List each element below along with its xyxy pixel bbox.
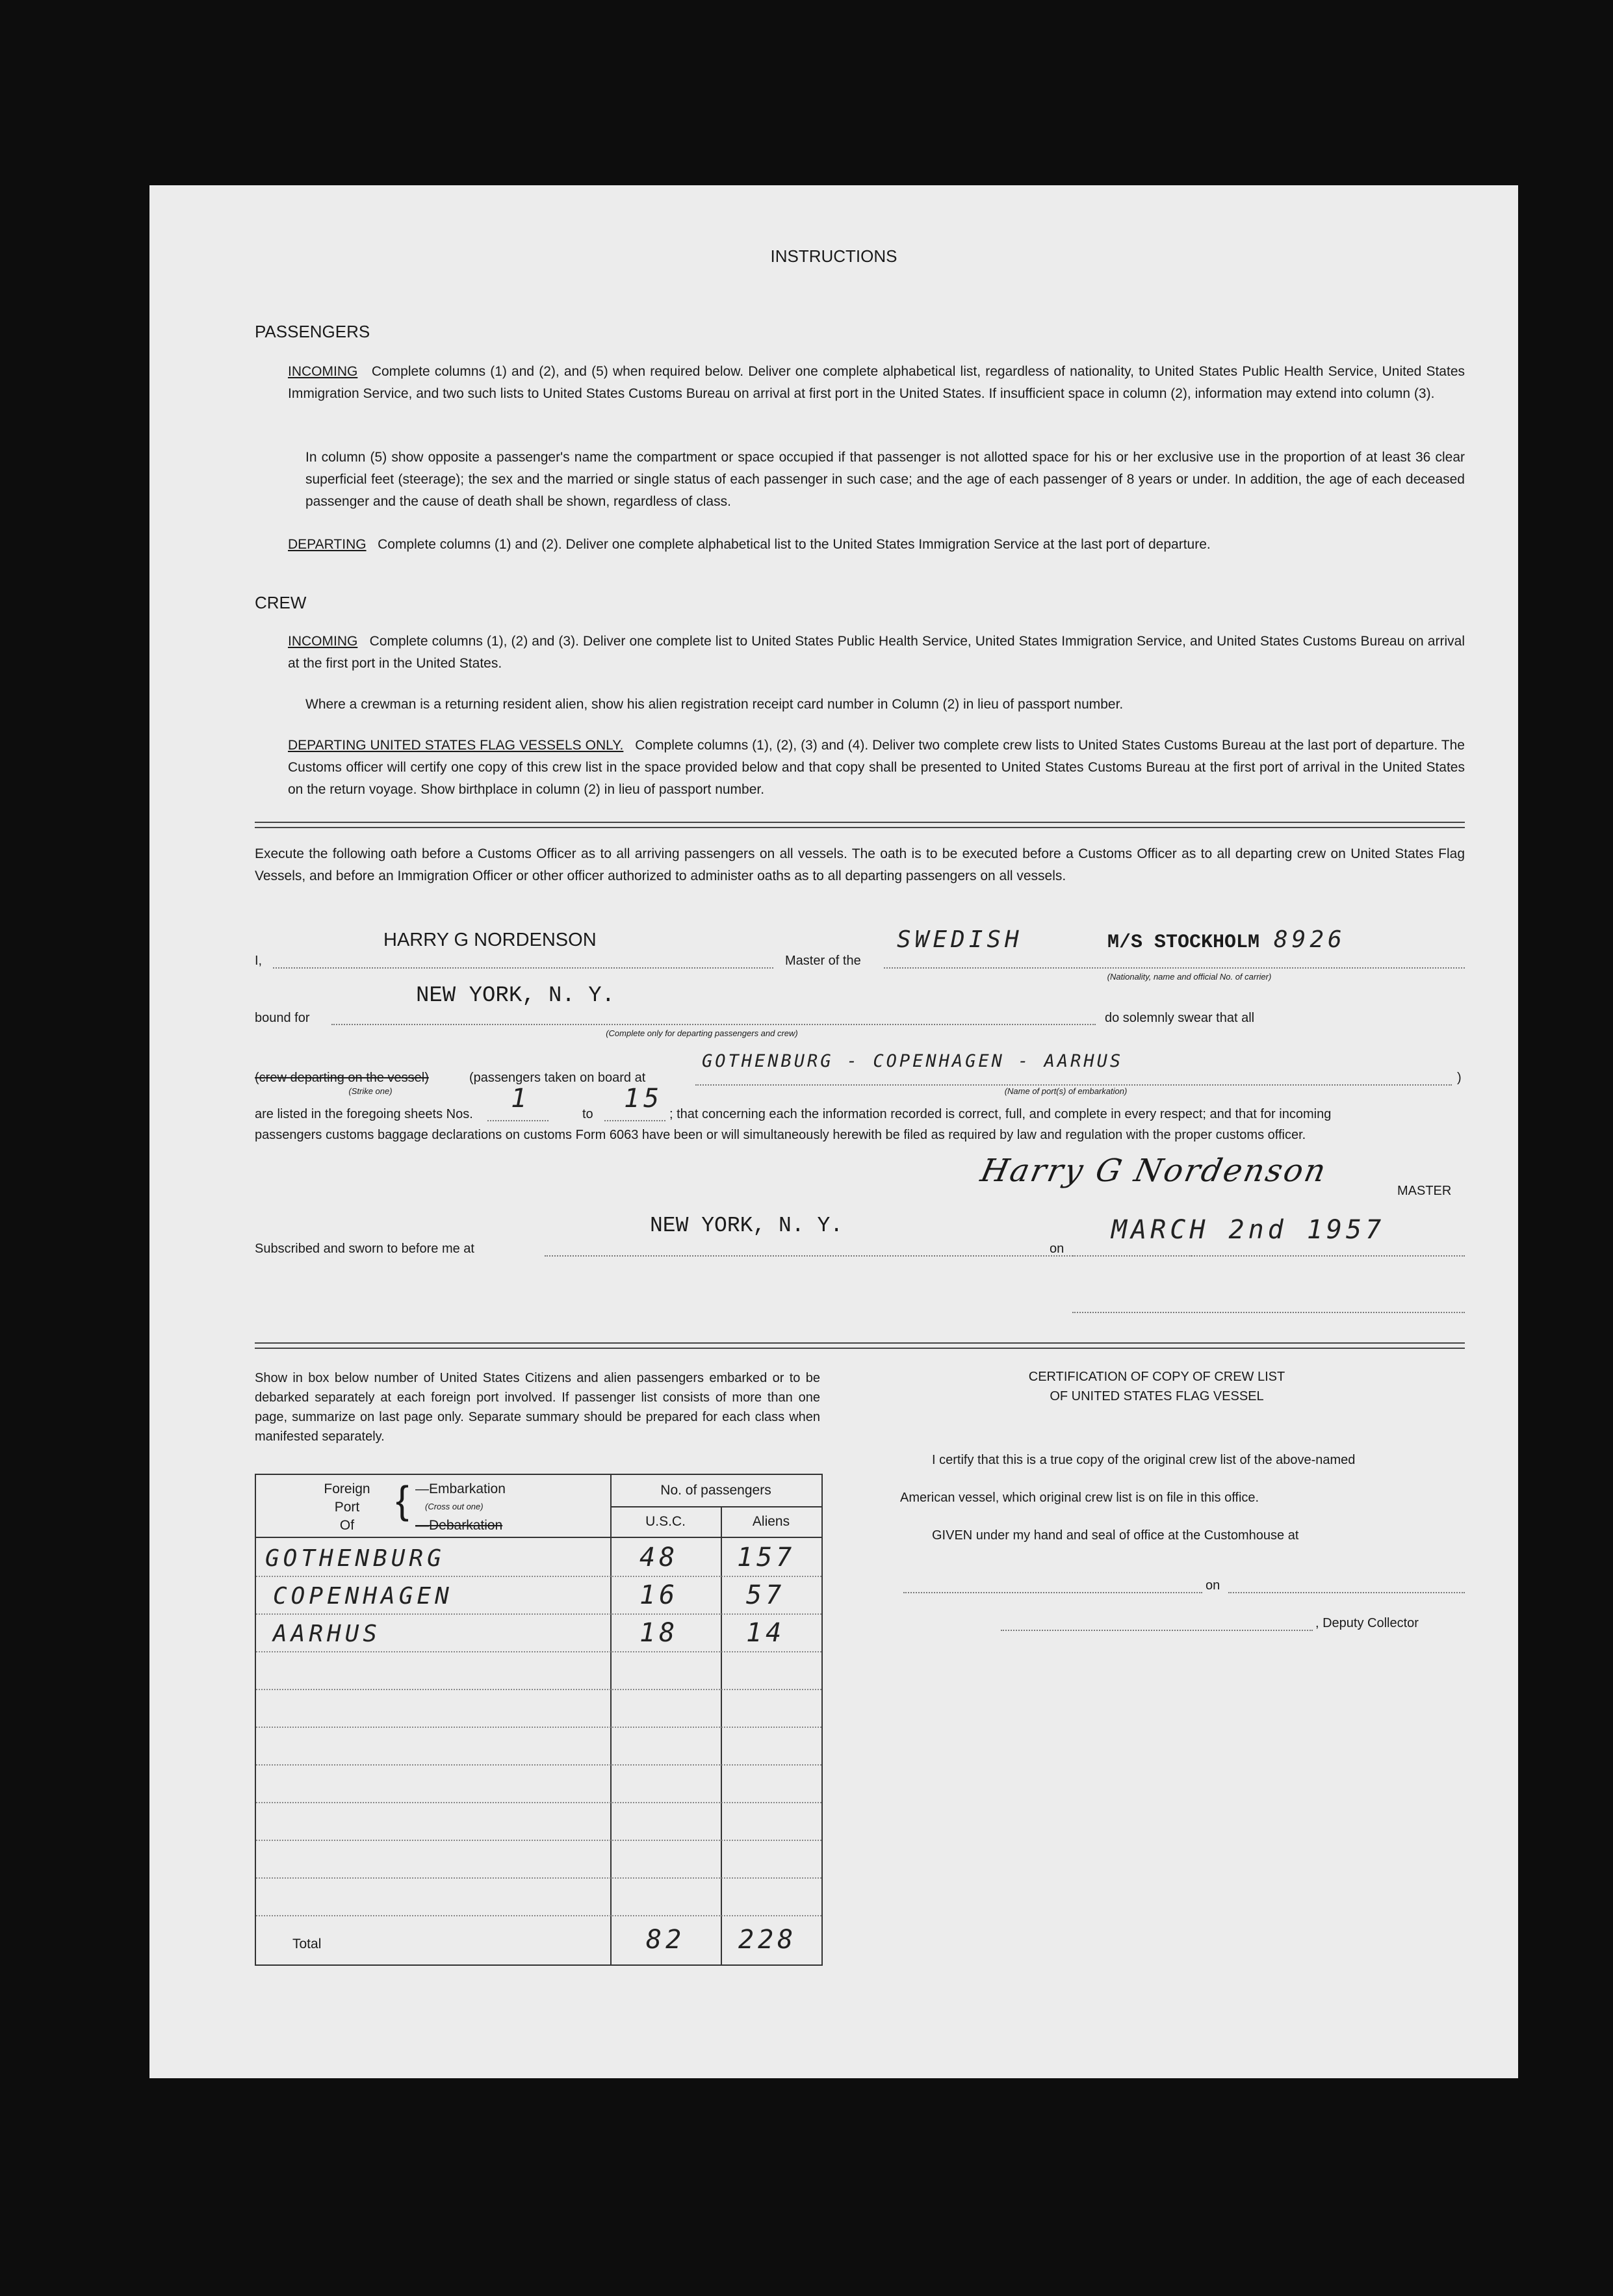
customhouse-line xyxy=(903,1592,1202,1593)
total-aliens: 228 xyxy=(738,1925,797,1955)
sworn-label: Subscribed and sworn to before me at xyxy=(255,1242,474,1256)
row-separator xyxy=(256,1689,821,1690)
row-aliens: 157 xyxy=(737,1543,796,1572)
instructions-title: INSTRUCTIONS xyxy=(770,246,897,266)
divider xyxy=(255,1342,1465,1349)
sworn-date-line xyxy=(1072,1255,1465,1257)
of-label: Of xyxy=(339,1518,355,1533)
crewman-paragraph: Where a crewman is a returning resident alien, show his alien registration receipt card number in Column (2) in lieu of passport number. xyxy=(305,697,1124,712)
baggage-text: passengers customs baggage declarations on customs Form 6063 have been or will simultaneously herewith be filed as required by law and regulation with the proper customs officer. xyxy=(255,1128,1306,1142)
to-label: to xyxy=(582,1107,593,1121)
column5-paragraph: In column (5) show opposite a passenger's name the compartment or space occupied if that passenger is not allotted space for his or her exclusive use in the proportion of at least 36 clear superficial feet (steerage); the sex and the married or single status of each passenger in such case; and the age of each passenger of 8 years or under. In addition, the age of each deceased passenger and the cause of death shall be shown, regardless of class. xyxy=(305,450,1465,509)
certify-line-1: I certify that this is a true copy of the original crew list of the above-named xyxy=(932,1453,1356,1467)
row-usc: 16 xyxy=(639,1580,679,1610)
header-divider xyxy=(256,1537,821,1538)
strike-crew: (crew departing on the vessel) xyxy=(255,1071,429,1085)
row-port: AARHUS xyxy=(273,1621,381,1647)
row-separator xyxy=(256,1802,821,1803)
row-separator xyxy=(256,1651,821,1652)
vessel-number: 8926 xyxy=(1274,926,1346,953)
sheet-from: 1 xyxy=(511,1084,531,1114)
vessel-line xyxy=(884,967,1465,969)
row-usc: 18 xyxy=(639,1618,679,1648)
master-label: MASTER xyxy=(1397,1184,1452,1198)
column-divider xyxy=(610,1475,612,1964)
total-label: Total xyxy=(292,1937,322,1951)
sheet-from-line xyxy=(487,1120,548,1121)
no-passengers-label: No. of passengers xyxy=(660,1483,771,1498)
row-separator xyxy=(256,1840,821,1841)
crew-incoming-text: Complete columns (1), (2) and (3). Deliver one complete list to United States Public Health Service, United States Immigration Service, and United States Customs Bureau on arrival at the first port in the United States. xyxy=(288,634,1465,671)
bound-for-label: bound for xyxy=(255,1011,310,1025)
master-of-label: Master of the xyxy=(785,954,861,968)
incoming-label: INCOMING xyxy=(288,364,358,379)
cert-on-label: on xyxy=(1206,1578,1220,1593)
row-separator xyxy=(256,1915,821,1916)
cert-date-line xyxy=(1228,1592,1465,1593)
row-separator xyxy=(256,1727,821,1728)
crew-incoming-label: INCOMING xyxy=(288,634,358,649)
ports-line xyxy=(695,1084,1452,1086)
bracket: { xyxy=(396,1478,409,1522)
row-separator xyxy=(256,1764,821,1766)
listed-text: are listed in the foregoing sheets Nos. xyxy=(255,1107,473,1121)
vessel-name: M/S STOCKHOLM xyxy=(1107,932,1260,954)
sworn-place: NEW YORK, N. Y. xyxy=(650,1214,844,1238)
cross-out-label: (Cross out one) xyxy=(425,1502,484,1511)
row-port: COPENHAGEN xyxy=(273,1583,453,1610)
carrier-caption: (Nationality, name and official No. of carrier) xyxy=(1107,972,1272,982)
ports-caption: (Name of port(s) of embarkation) xyxy=(1004,1086,1128,1096)
bound-for-line xyxy=(331,1024,1096,1025)
passenger-summary-table xyxy=(255,1474,823,1966)
usc-label: U.S.C. xyxy=(645,1514,686,1529)
row-aliens: 57 xyxy=(746,1580,786,1610)
sheet-to: 15 xyxy=(624,1084,664,1114)
oath-intro: Execute the following oath before a Customs Officer as to all arriving passengers on all vessels. The oath is to be executed before a Customs Officer as to all departing crew on United States Flag Vessels, and before an Immigration Officer or other officer authorized to administer oaths as to all departing passengers on all vessels. xyxy=(255,846,1465,883)
given-text: GIVEN under my hand and seal of office at the Customhouse at xyxy=(932,1528,1299,1543)
flag-vessels-text: Complete columns (1), (2), (3) and (4). Deliver two complete crew lists to United States Customs Bureau at the last port of departure. The Customs officer will certify one copy of this crew list in the space provided below and that copy shall be presented to United States Customs Bureau at the first port of arrival in the United States on the return voyage. Show birthplace in column (2) in lieu of passport number. xyxy=(288,738,1465,797)
header-divider xyxy=(610,1506,821,1507)
document-page xyxy=(149,185,1518,2078)
sheet-to-line xyxy=(604,1120,665,1121)
swear-text: do solemnly swear that all xyxy=(1105,1011,1255,1025)
row-aliens: 14 xyxy=(746,1618,786,1648)
master-signature: Harry G Nordenson xyxy=(977,1153,1331,1189)
port-label: Port xyxy=(334,1500,360,1515)
row-separator xyxy=(256,1613,821,1615)
departing-text: Complete columns (1) and (2). Deliver one complete alphabetical list to the United States Immigration Service at the last port of departure. xyxy=(378,537,1211,552)
passengers-departing-paragraph xyxy=(288,534,1465,556)
sworn-date: MARCH 2nd 1957 xyxy=(1111,1215,1386,1245)
deputy-collector-label: , Deputy Collector xyxy=(1315,1616,1419,1630)
master-name: HARRY G NORDENSON xyxy=(383,930,597,950)
sworn-on-label: on xyxy=(1050,1242,1065,1256)
name-line xyxy=(273,967,773,969)
total-usc: 82 xyxy=(646,1925,686,1955)
incoming-text: Complete columns (1) and (2), and (5) when required below. Deliver one complete alphabetical list, regardless of nationality, to United States Public Health Service, United States Immigration Service, and two such lists to United States Customs Bureau on arrival at first port in the United States. If insufficient space in column (2), information may extend into column (3). xyxy=(288,364,1465,401)
strike-caption: (Strike one) xyxy=(348,1086,393,1096)
crew-heading: CREW xyxy=(255,593,307,612)
aliens-label: Aliens xyxy=(752,1514,790,1529)
passengers-taken-label: (passengers taken on board at xyxy=(469,1071,646,1085)
blank-line xyxy=(1072,1312,1465,1313)
concerning-text: ; that concerning each the information recorded is correct, full, and complete in every respect; and that for incoming xyxy=(669,1107,1332,1121)
oath-i-label: I, xyxy=(255,954,263,968)
row-port: GOTHENBURG xyxy=(265,1545,445,1572)
deputy-line xyxy=(1001,1630,1313,1631)
passengers-incoming-paragraph xyxy=(288,361,1465,405)
embarkation-label: —Embarkation xyxy=(415,1481,506,1496)
departing-label: DEPARTING xyxy=(288,537,367,552)
summary-intro: Show in box below number of United States Citizens and alien passengers embarked or to be debarked separately at each foreign port involved. If passenger list consists of more than one page, summarize on last page only. Separate summary should be prepared for each class when manifested separately. xyxy=(255,1371,820,1444)
debarkation-label: —Debarkation xyxy=(415,1518,503,1533)
bound-caption: (Complete only for departing passengers and crew) xyxy=(606,1028,798,1038)
foreign-label: Foreign xyxy=(324,1481,370,1496)
row-separator xyxy=(256,1576,821,1577)
row-usc: 48 xyxy=(639,1543,679,1572)
certify-line-2: American vessel, which original crew list is on file in this office. xyxy=(900,1491,1259,1505)
nationality: SWEDISH xyxy=(897,926,1023,953)
passengers-heading: PASSENGERS xyxy=(255,322,370,341)
certification-title-2: OF UNITED STATES FLAG VESSEL xyxy=(1050,1389,1264,1403)
divider xyxy=(255,822,1465,828)
row-separator xyxy=(256,1877,821,1879)
flag-vessels-label: DEPARTING UNITED STATES FLAG VESSELS ONLY. xyxy=(288,738,624,753)
flag-vessels-paragraph xyxy=(288,735,1465,801)
embarkation-ports: GOTHENBURG - COPENHAGEN - AARHUS xyxy=(702,1051,1124,1071)
certification-title-1: CERTIFICATION OF COPY OF CREW LIST xyxy=(1028,1370,1285,1384)
close-paren: ) xyxy=(1457,1071,1462,1085)
bound-for-value: NEW YORK, N. Y. xyxy=(416,984,615,1008)
crew-incoming-paragraph xyxy=(288,631,1465,675)
